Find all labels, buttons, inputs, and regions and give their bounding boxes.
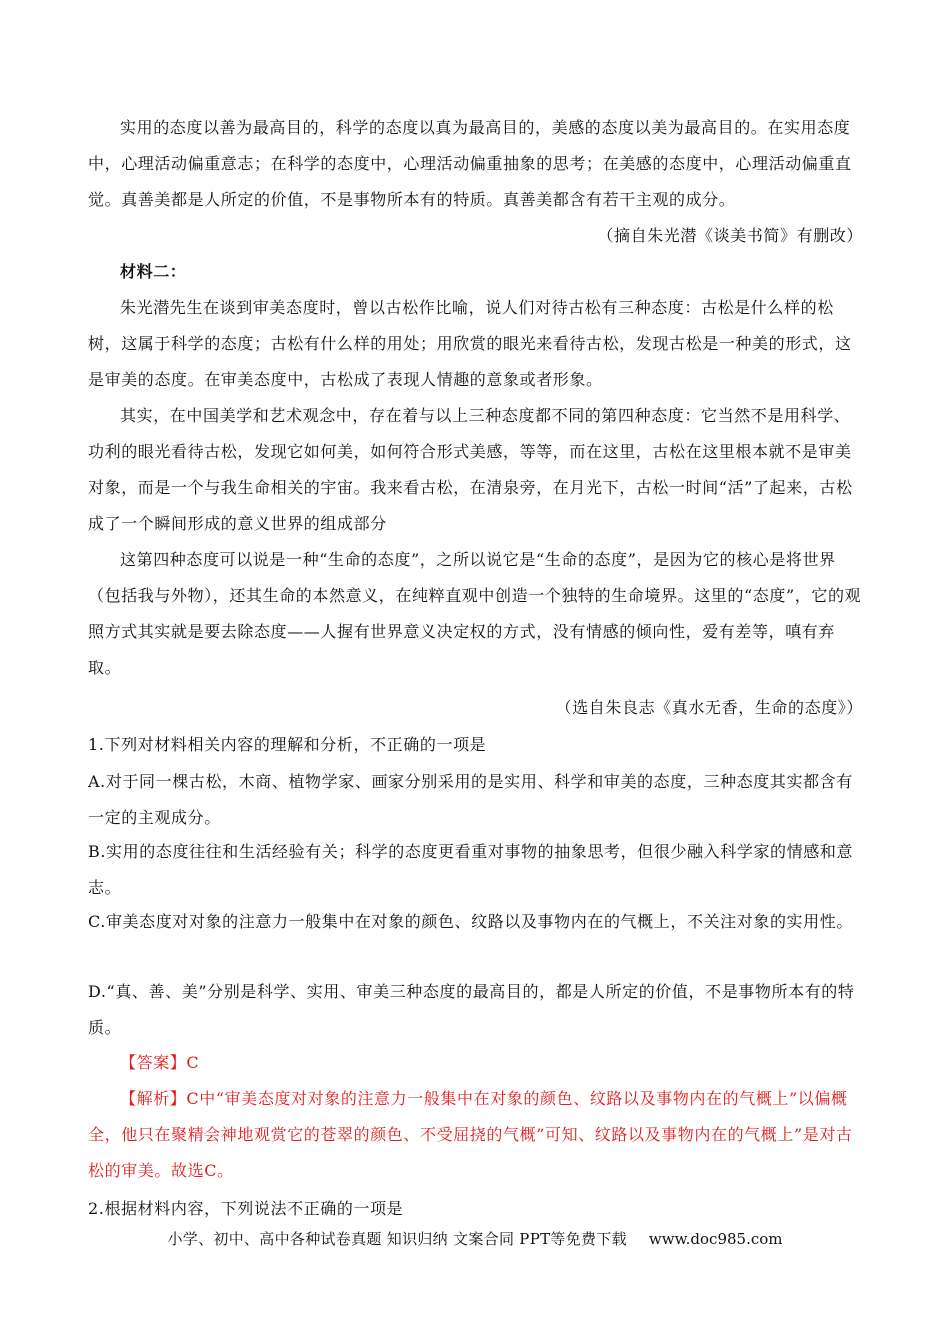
material1-source: （摘自朱光潜《谈美书简》有删改）: [597, 226, 863, 245]
question1-answer: [88, 1045, 863, 1081]
material1-paragraph: 实用的态度以善为最高目的，科学的态度以真为最高目的，美感的态度以美为最高目的。在实用态度中，心理活动偏重意志；在科学的态度中，心理活动偏重抽象的思考；在美感的态度中，心理活动偏重直觉。真善美都是人所定的价值，不是事物所本有的特质。真善美都含有若干主观的成分。: [88, 118, 852, 209]
material2-paragraph-1: 朱光潜先生在谈到审美态度时，曾以古松作比喻，说人们对待古松有三种态度：古松是什么样的松树，这属于科学的态度；古松有什么样的用处；用欣赏的眼光来看待古松，发现古松是一种美的形式，这是审美的态度。在审美态度中，古松成了表现人情趣的意象或者形象。: [88, 298, 852, 389]
answer-value: C: [186, 1053, 200, 1072]
question1-stem: 1.下列对材料相关内容的理解和分析，不正确的一项是: [88, 735, 487, 754]
question2-stem: 2.根据材料内容，下列说法不正确的一项是: [88, 1199, 404, 1218]
footer-site-link[interactable]: www.doc985.com: [648, 1230, 783, 1248]
page-footer: [0, 1228, 950, 1249]
material2-paragraph-2: 其实，在中国美学和艺术观念中，存在着与以上三种态度都不同的第四种态度：它当然不是用科学、功利的眼光看待古松，发现它如何美，如何符合形式美感，等等，而在这里，古松在这里根本就不是审美对象，而是一个与我生命相关的宇宙。我来看古松，在清泉旁，在月光下，古松一时间“活”了起来，古松成了一个瞬间形成的意义世界的组成部分: [88, 406, 853, 533]
footer-text: 小学、初中、高中各种试卷真题 知识归纳 文案合同 PPT等免费下载: [167, 1230, 627, 1248]
question1-option-c: C.审美态度对对象的注意力一般集中在对象的颜色、纹路以及事物内在的气概上，不关注对象的实用性。: [88, 912, 853, 931]
question1-analysis: [88, 1081, 863, 1189]
analysis-tag: 【解析】: [120, 1089, 187, 1108]
question1-option-d: D.“真、善、美”分别是科学、实用、审美三种态度的最高目的，都是人所定的价值，不是事物所本有的特质。: [88, 982, 855, 1037]
question1-option-a: A.对于同一棵古松，木商、植物学家、画家分别采用的是实用、科学和审美的态度，三种态度其实都含有一定的主观成分。: [88, 772, 853, 827]
question1-option-b: B.实用的态度往往和生活经验有关；科学的态度更看重对事物的抽象思考，但很少融入科学家的情感和意志。: [88, 842, 854, 897]
material2-heading: 材料二：: [120, 262, 187, 281]
material2-source: （选自朱良志《真水无香，生命的态度》）: [555, 698, 863, 717]
analysis-text: C中“审美态度对对象的注意力一般集中在对象的颜色、纹路以及事物内在的气概上”以偏概全，他只在聚精会神地观赏它的苍翠的颜色、不受屈挠的气概”可知、纹路以及事物内在的气概上”是对古松的审美。故选C。: [88, 1089, 853, 1180]
answer-tag: 【答案】: [120, 1053, 187, 1072]
material2-paragraph-3: 这第四种态度可以说是一种“生命的态度”，之所以说它是“生命的态度”，是因为它的核心是将世界（包括我与外物），还其生命的本然意义，在纯粹直观中创造一个独特的生命境界。这里的“态度”，它的观照方式其实就是要去除态度——人握有世界意义决定权的方式，没有情感的倾向性，爱有差等，嗔有弃取。: [88, 550, 862, 677]
